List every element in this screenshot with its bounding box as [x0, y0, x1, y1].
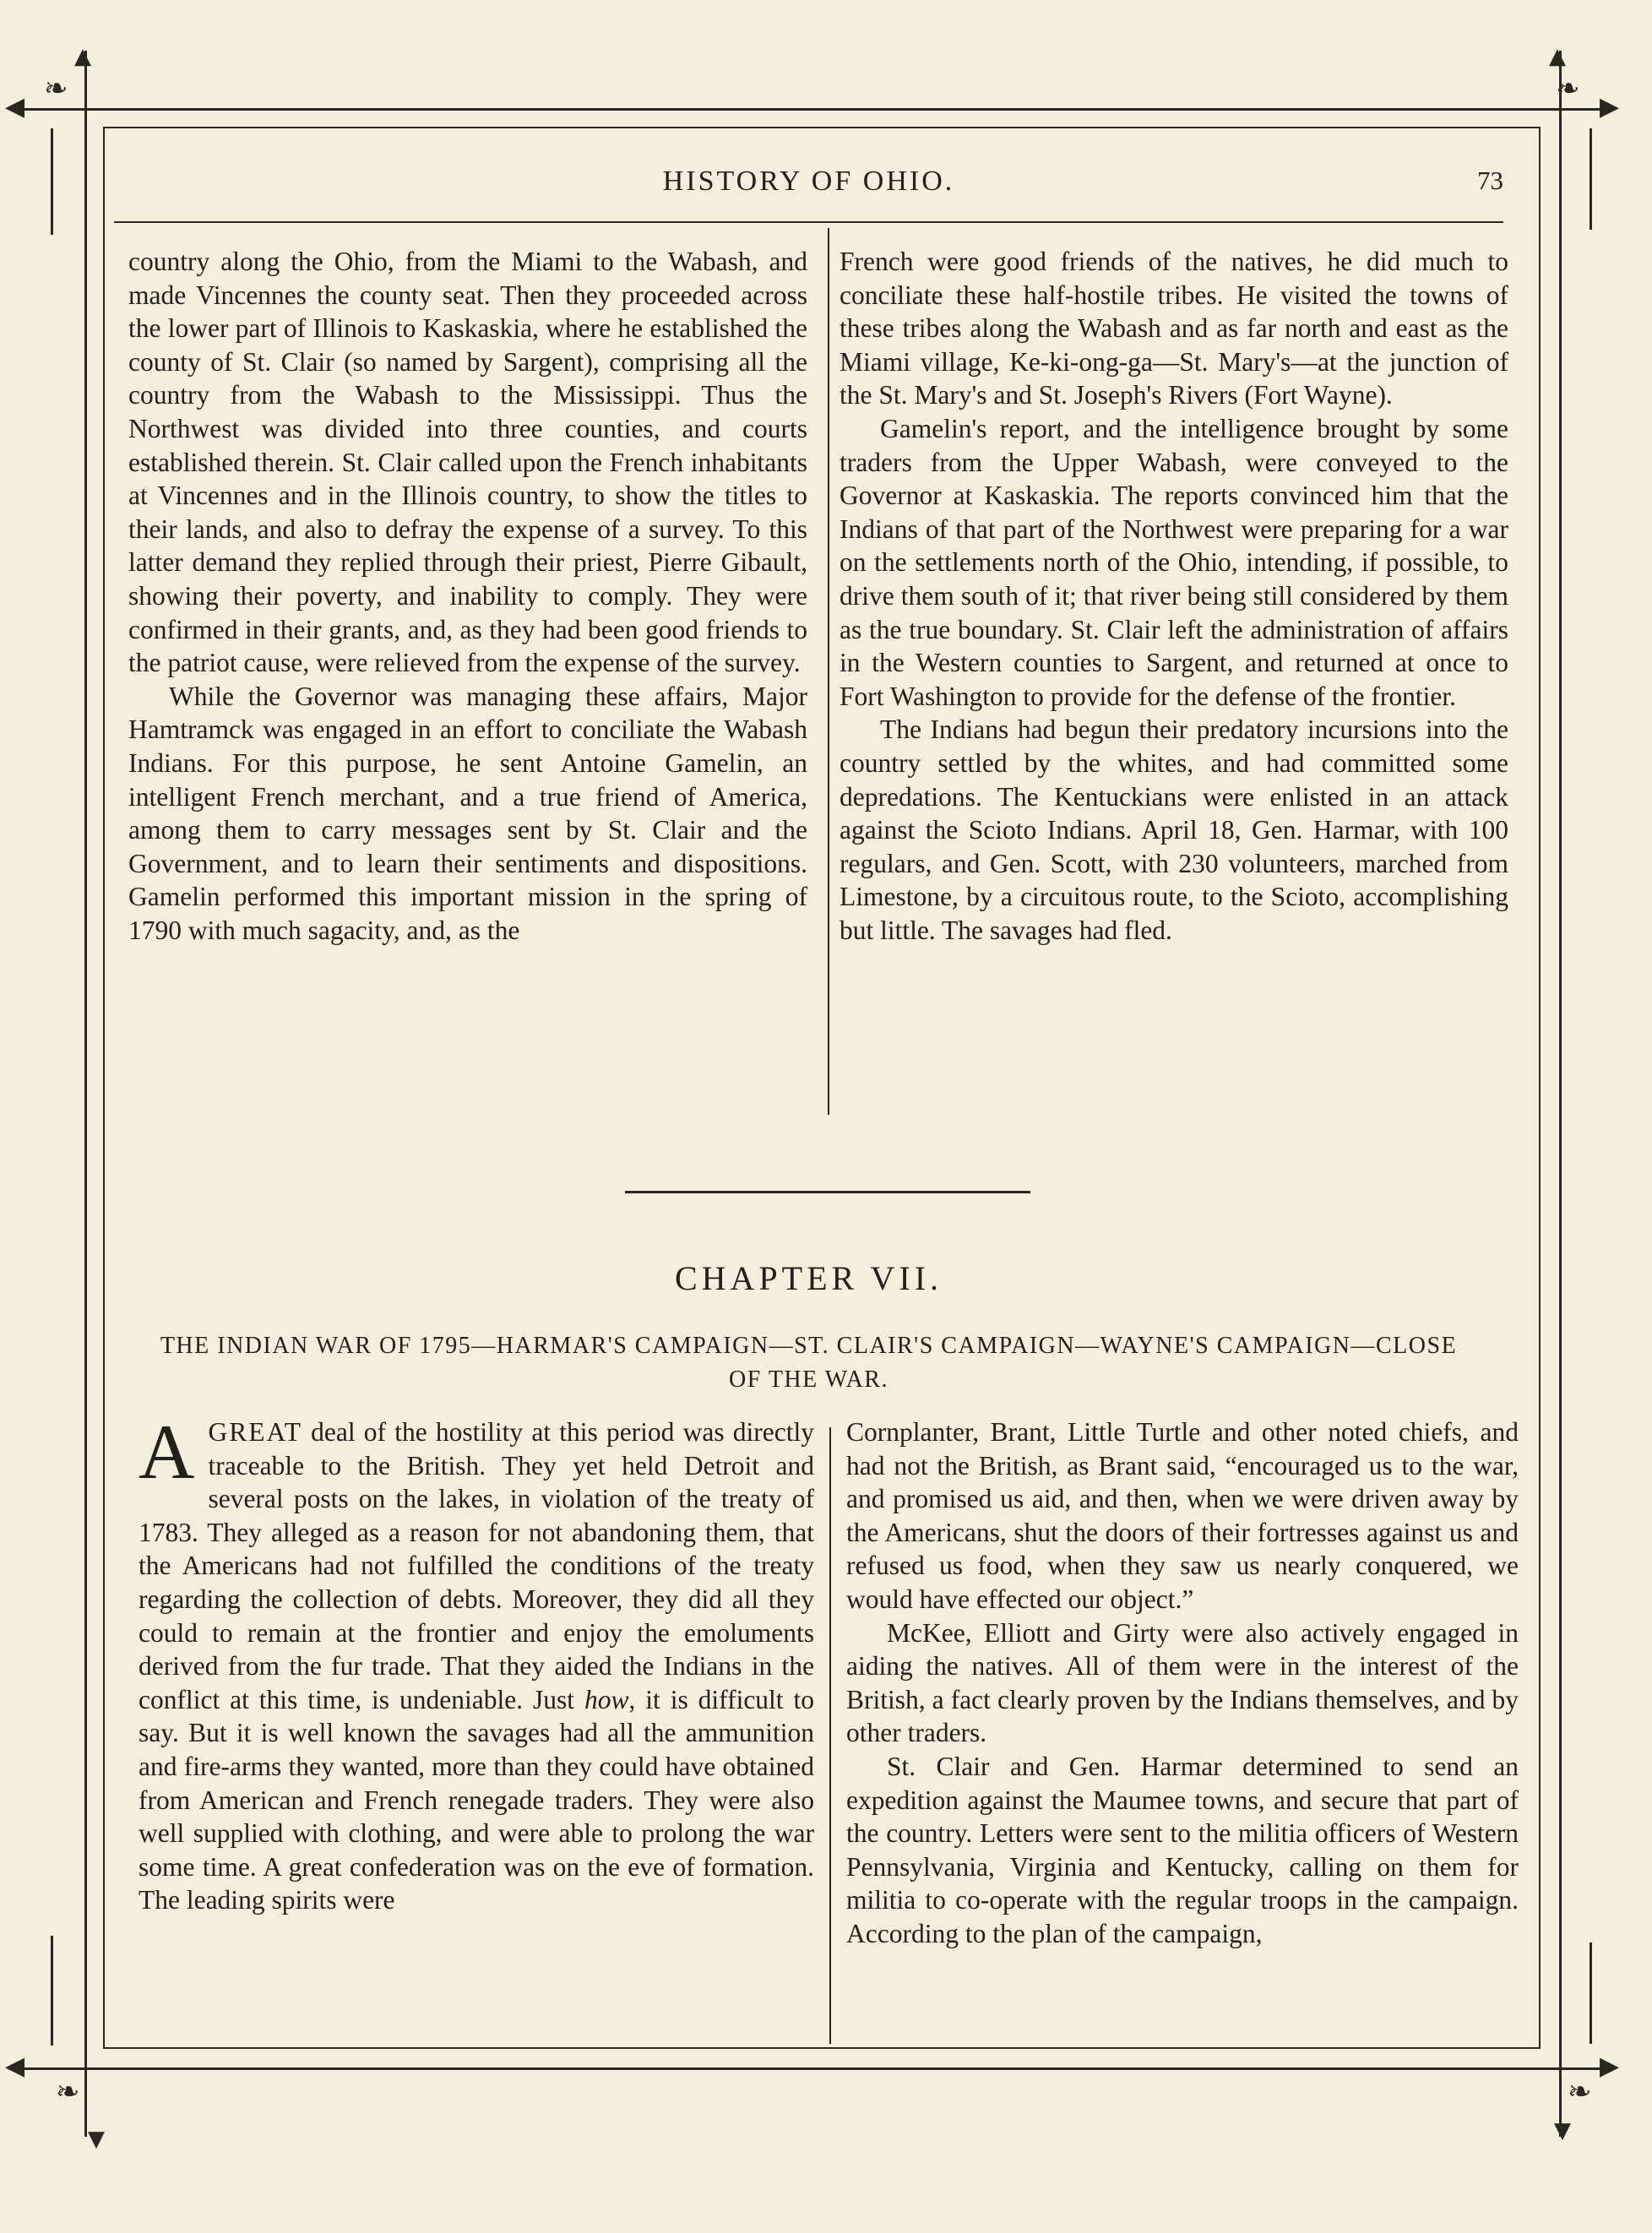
paragraph: The Indians had begun their predatory incursions into the country settled by the whites, and had committed some depredations. The Kentuckians were enlisted in an attack against the Scioto Indians. April 18, Gen. Harmar, with 100 regulars, and Gen. Scott, with 230 volunteers, marched from Limestone, by a circuitous route, to the Scioto, accomplishing but little. The savages had fled. [840, 714, 1508, 945]
paragraph: country along the Ohio, from the Miami to the Wabash, and made Vincennes the county seat. Then they proceeded across the lower part of Illinois to Kaskaskia, where he established the county of St. Clair (so named by Sargent), comprising all the country from the Wabash to the Mississippi. Thus the Northwest was divided into three counties, and courts established therein. St. Clair called upon the French inhabitants at Vincennes and in the Illinois country, to show the titles to their lands, and also to defray the expense of a survey. To this latter demand they replied through their priest, Pierre Gibault, showing their poverty, and inability to comply. They were confirmed in their grants, and, as they had been good friends to the patriot cause, were relieved from the expense of the survey. [128, 247, 807, 678]
bottom-right-column [846, 1415, 1519, 1951]
frame-top-inner [103, 127, 1541, 128]
frame-left-bracket-bottom [51, 1936, 53, 2046]
paragraph: French were good friends of the natives, he did much to conciliate these half-hostile tribes. He visited the towns of these tribes along the Wabash and as far north and east as the Miami village, Ke-ki-ong-ga—St. Mary's—at the junction of the St. Mary's and St. Joseph's Rivers (Fort Wayne). [840, 247, 1508, 410]
page-header [114, 166, 1503, 208]
arrow-left-icon: ◀ [5, 2051, 25, 2081]
frame-bottom-inner [103, 2047, 1541, 2049]
arrow-down-icon: ▼ [1554, 2118, 1571, 2143]
page-number: 73 [1477, 166, 1503, 195]
arrow-left-icon: ◀ [5, 92, 25, 122]
arrow-up-icon: ▲ [1549, 44, 1566, 69]
top-left-column [128, 245, 807, 947]
paragraph: St. Clair and Gen. Harmar determined to send an expedition against the Maumee towns, and secure that part of the country. Letters were sent to the militia officers of Western Pennsylvania, Virginia and Kentucky, calling on them for militia to co-operate with the regular troops in the campaign. According to the plan of the campaign, [846, 1751, 1519, 1948]
frame-top-outer [17, 108, 1605, 111]
arrow-right-icon: ▶ [1600, 2051, 1620, 2081]
frame-bottom-outer [17, 2067, 1605, 2070]
paragraph-text: , it is difficult to say. But it is well known the savages had all the ammunition and fire-arms they wanted, more than they could have obtained from American and French renegade traders. They were also well supplied with clothing, and were able to prolong the war some time. A great confederation was on the eve of formation. The leading spirits were [139, 1684, 814, 1915]
corner-flourish-icon: ❧ [56, 2075, 80, 2109]
column-divider [829, 1427, 831, 2044]
paragraph: While the Governor was managing these affairs, Major Hamtramck was engaged in an effort to conciliate the Wabash Indians. For this purpose, he sent Antoine Gamelin, an intelligent French merchant, and a true friend of America, among them to carry messages sent by St. Clair and the Government, and to learn their sentiments and dispositions. Gamelin performed this important mission in the spring of 1790 with much sagacity, and, as the [128, 681, 807, 945]
paragraph [139, 1409, 814, 1917]
corner-flourish-icon: ❧ [1568, 2075, 1592, 2109]
header-rule [114, 221, 1503, 223]
running-title: HISTORY OF OHIO. [662, 166, 955, 197]
frame-right-bracket [1590, 128, 1592, 230]
paragraph-text: deal of the hostility at this period was directly traceable to the British. They yet held Detroit and several posts on the lakes, in violation of the treaty of 1783. They alleged as a reason for not abandoning them, that the Americans had not fulfilled the conditions of the treaty regarding the collection of debts. Moreover, they did all they could to remain at the frontier and enjoy the emoluments derived from the fur trade. That they aided the Indians in the conflict at this time, is undeniable. Just [139, 1417, 814, 1714]
chapter-subtitle: THE INDIAN WAR OF 1795—HARMAR'S CAMPAIGN—ST. CLAIR'S CAMPAIGN—WAYNE'S CAMPAIGN—CLOSE OF THE WAR. [160, 1333, 1458, 1393]
bottom-left-column [139, 1409, 814, 1917]
first-word: GREAT [208, 1417, 302, 1447]
frame-left-inner [103, 127, 105, 2049]
column-divider [828, 228, 829, 1115]
frame-left-outer [84, 51, 87, 2137]
frame-right-inner [1539, 127, 1541, 2049]
drop-cap: A [139, 1409, 195, 1495]
arrow-down-icon: ▼ [88, 2127, 105, 2152]
corner-flourish-icon: ❧ [1556, 72, 1580, 106]
chapter-title: CHAPTER VII. [674, 1259, 943, 1297]
paragraph: McKee, Elliott and Girty were also actively engaged in aiding the natives. All of them were in the interest of the British, a fact clearly proven by the Indians themselves, and by other traders. [846, 1617, 1519, 1748]
paragraph: Gamelin's report, and the intelligence brought by some traders from the Upper Wabash, were conveyed to the Governor at Kaskaskia. The reports convinced him that the Indians of that part of the Northwest were preparing for a war on the settlements north of the Ohio, intending, if possible, to drive them south of it; that river being still considered by them as the true boundary. St. Clair left the administration of affairs in the Western counties to Sargent, and returned at once to Fort Washington to provide for the defense of the frontier. [840, 413, 1508, 711]
frame-left-bracket [51, 128, 53, 235]
arrow-right-icon: ▶ [1600, 92, 1620, 122]
paragraph: Cornplanter, Brant, Little Turtle and other noted chiefs, and had not the British, as Brant said, “encouraged us to the war, and promised us aid, and then, when we were driven away by the Americans, shut the doors of their fortresses against us and refused us food, when they saw us nearly conquered, we would have effected our object.” [846, 1417, 1519, 1614]
section-separator-rule [625, 1191, 1030, 1193]
arrow-up-icon: ▲ [74, 44, 91, 69]
frame-right-bracket-bottom [1590, 1942, 1592, 2044]
italic-word: how [584, 1684, 629, 1714]
corner-flourish-icon: ❧ [44, 72, 68, 106]
top-right-column [840, 245, 1508, 947]
frame-right-outer [1559, 51, 1562, 2137]
